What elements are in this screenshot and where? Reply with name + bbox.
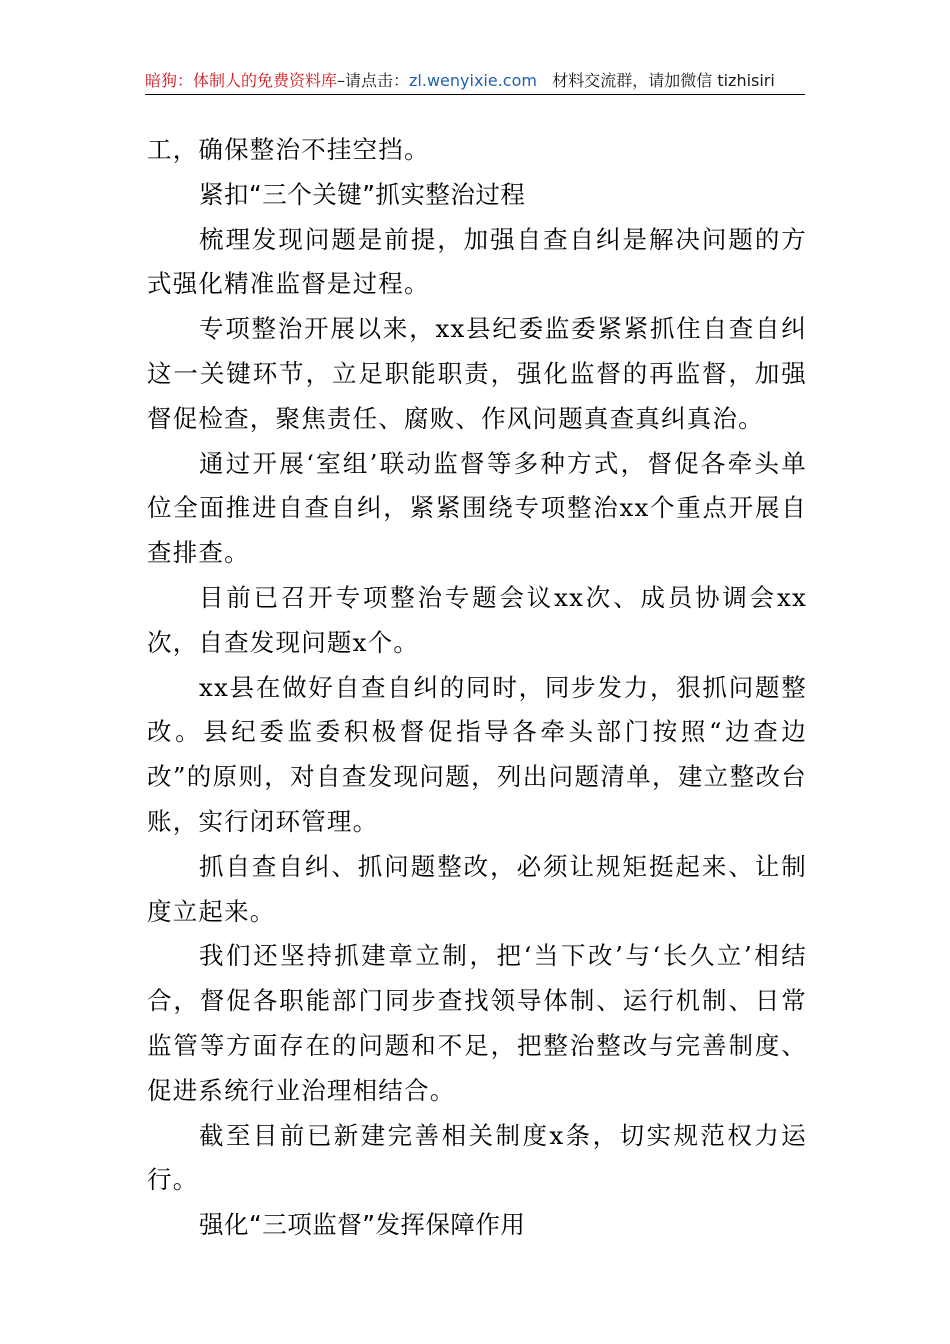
paragraph: 目前已召开专项整治专题会议xx次、成员协调会xx次，自查发现问题x个。 bbox=[147, 582, 807, 657]
paragraph: 截至目前已新建完善相关制度x条，切实规范权力运行。 bbox=[147, 1120, 807, 1195]
paragraph: 我们还坚持抓建章立制，把‘当下改’与‘长久立’相结合，督促各职能部门同步查找领导体制、运行机制、日常监管等方面存在的问题和不足，把整治整改与完善制度、促进系统行业治理相结合。 bbox=[147, 941, 807, 1105]
header-divider bbox=[145, 94, 805, 95]
paragraph: 抓自查自纠、抓问题整改，必须让规矩挺起来、让制度立起来。 bbox=[147, 851, 807, 926]
header-brand: 暗狗：体制人的免费资料库 bbox=[145, 71, 338, 90]
paragraph: 通过开展‘室组’联动监督等多种方式，督促各牵头单位全面推进自查自纠，紧紧围绕专项整治xx个重点开展自查排查。 bbox=[147, 448, 807, 568]
section-heading-three-supervisions: 强化“三项监督”发挥保障作用 bbox=[199, 1210, 526, 1240]
document-body bbox=[147, 128, 807, 1248]
paragraph: 专项整治开展以来，xx县纪委监委紧紧抓住自查自纠这一关键环节，立足职能职责，强化监督的再监督，加强督促检查，聚焦责任、腐败、作风问题真查真纠真治。 bbox=[147, 314, 807, 433]
paragraph: xx县在做好自查自纠的同时，同步发力，狠抓问题整改。县纪委监委积极督促指导各牵头部门按照“边查边改”的原则，对自查发现问题，列出问题清单，建立整改台账，实行闭环管理。 bbox=[147, 672, 807, 836]
header-group-note: 材料交流群，请加微信 tizhisiri bbox=[552, 71, 775, 90]
page-header bbox=[145, 70, 805, 92]
header-url-link[interactable]: zl.wenyixie.com bbox=[409, 71, 537, 90]
header-click-prompt: –请点击： bbox=[337, 71, 410, 90]
paragraph-continuation: 工，确保整治不挂空挡。 bbox=[147, 135, 430, 164]
paragraph: 梳理发现问题是前提，加强自查自纠是解决问题的方式强化精准监督是过程。 bbox=[147, 224, 807, 299]
section-heading-three-keys: 紧扣“三个关键”抓实整治过程 bbox=[199, 179, 526, 209]
